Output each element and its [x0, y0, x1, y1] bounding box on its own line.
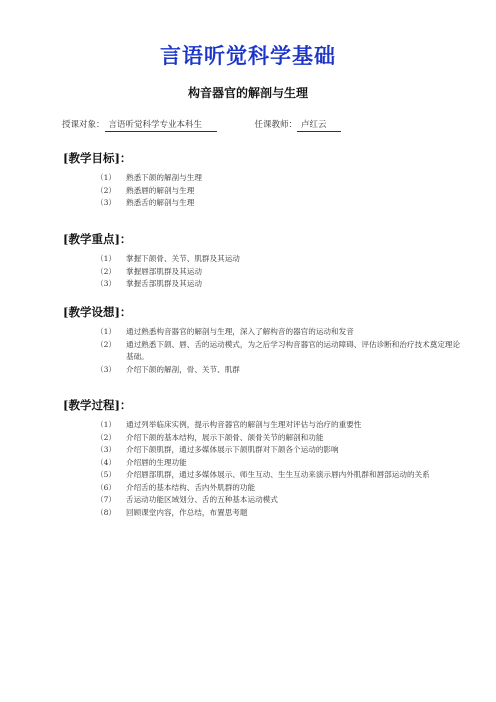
section-heading: [教学重点]： — [63, 232, 132, 246]
list-item — [63, 482, 463, 495]
item-number: （7） — [96, 495, 117, 504]
list-item — [63, 444, 463, 457]
item-text: 舌运动功能区域划分、舌的五种基本运动模式 — [126, 495, 278, 504]
list-item — [63, 494, 463, 507]
item-number: （8） — [96, 507, 117, 517]
item-text: 熟悉下颌的解剖与生理 — [126, 173, 202, 182]
item-number: （1） — [96, 420, 117, 429]
section-teaching-key-points — [63, 231, 463, 291]
teacher-label: 任课教师： — [254, 120, 298, 130]
section-heading: [教学目标]： — [63, 151, 132, 165]
item-number: （3） — [96, 279, 117, 288]
section-heading: [教学设想]： — [63, 305, 132, 319]
item-text: 掌握下颌骨、关节、肌群及其运动 — [126, 254, 240, 263]
teacher-value: 卢红云 — [297, 118, 341, 132]
audience-label: 授课对象： — [62, 120, 105, 130]
item-text: 通过熟悉构音器官的解剖与生理，深入了解构音的器官的运动和发音 — [126, 327, 354, 336]
item-text: 掌握舌部肌群及其运动 — [126, 279, 202, 288]
list-item — [63, 339, 463, 364]
item-text: 通过熟悉下颌、唇、舌的运动模式，为之后学习构音器官的运动障碍、评估诊断和治疗技术奠定理论基础。 — [126, 339, 461, 361]
section-teaching-process — [63, 397, 463, 519]
list-item — [63, 278, 463, 291]
list-item — [63, 364, 463, 377]
section-teaching-goals — [63, 150, 463, 210]
list-item — [63, 469, 463, 482]
list-item — [63, 172, 463, 185]
item-text: 介绍下颌的基本结构，展示下颌骨、颌骨关节的解剖和功能 — [126, 432, 324, 442]
item-number: （2） — [96, 266, 117, 276]
item-text: 介绍下颌肌群，通过多媒体展示下颌肌群对下颌各个运动的影响 — [126, 445, 339, 454]
section-heading: [教学过程]： — [63, 398, 132, 412]
item-number: （3） — [96, 364, 117, 374]
section-teaching-design — [63, 304, 463, 376]
item-number: （2） — [96, 432, 117, 442]
item-text: 通过列举临床实例，提示构音器官的解剖与生理对评估与治疗的重要性 — [126, 420, 362, 429]
list-item — [63, 253, 463, 266]
list-item — [63, 457, 463, 470]
item-number: （6） — [96, 482, 117, 492]
list-item — [63, 326, 463, 339]
item-text: 熟悉唇的解剖与生理 — [126, 185, 195, 195]
item-text: 介绍唇部肌群，通过多媒体展示、师生互动、生生互动来演示唇内外肌群和唇部运动的关系 — [126, 470, 430, 479]
item-number: （2） — [96, 339, 117, 349]
list-item — [63, 419, 463, 432]
document-title: 言语听觉科学基础 — [160, 43, 336, 68]
item-text: 掌握唇部肌群及其运动 — [126, 266, 202, 276]
course-meta — [62, 118, 341, 132]
list-item — [63, 197, 463, 210]
list-item — [63, 507, 463, 520]
item-number: （1） — [96, 173, 117, 182]
item-text: 回顾课堂内容，作总结，布置思考题 — [126, 507, 248, 517]
item-number: （3） — [96, 198, 117, 207]
item-text: 介绍舌的基本结构、舌内外肌群的功能 — [126, 482, 256, 492]
item-number: （3） — [96, 445, 117, 454]
audience-value: 言语听觉科学专业本科生 — [105, 118, 217, 132]
list-item — [63, 266, 463, 279]
item-number: （2） — [96, 185, 117, 195]
item-number: （1） — [96, 327, 117, 336]
document-subtitle: 构音器官的解剖与生理 — [187, 86, 308, 100]
item-number: （1） — [96, 254, 117, 263]
item-text: 介绍唇的生理功能 — [126, 457, 187, 467]
item-text: 介绍下颌的解剖，骨、关节、肌群 — [126, 364, 240, 374]
list-item — [63, 432, 463, 445]
list-item — [63, 185, 463, 198]
item-number: （4） — [96, 457, 117, 467]
item-number: （5） — [96, 470, 117, 479]
item-text: 熟悉舌的解剖与生理 — [126, 198, 195, 207]
